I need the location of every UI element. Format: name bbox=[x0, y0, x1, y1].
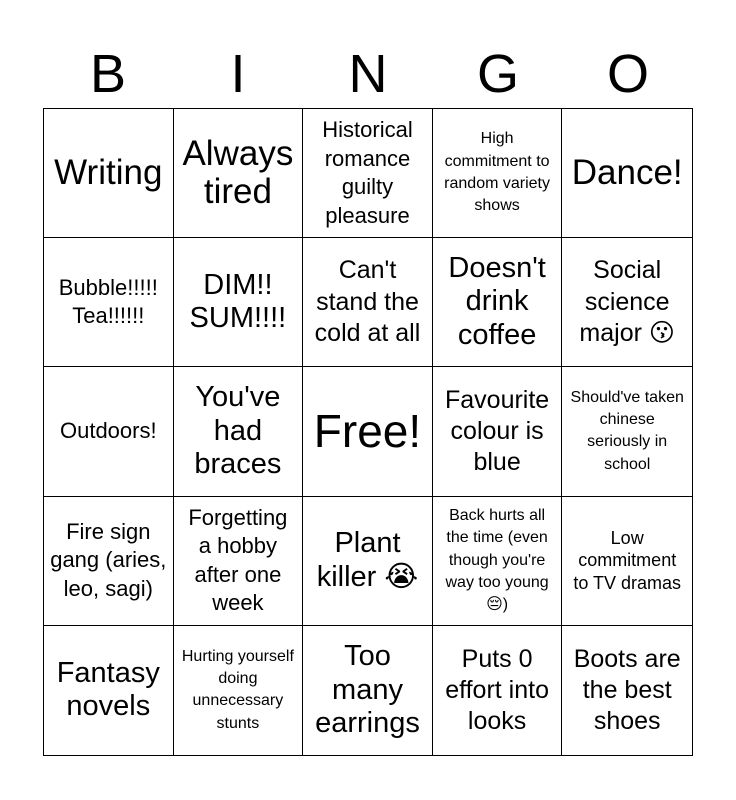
bingo-cell-r3c1[interactable]: Outdoors! bbox=[44, 367, 174, 496]
bingo-cell-r1c2[interactable]: Always tired bbox=[174, 109, 304, 238]
bingo-cell-r1c3[interactable]: Historical romance guilty pleasure bbox=[303, 109, 433, 238]
bingo-cell-r2c4[interactable]: Doesn't drink coffee bbox=[433, 238, 563, 367]
bingo-cell-free[interactable]: Free! bbox=[303, 367, 433, 496]
header-letter-o: O bbox=[606, 44, 649, 104]
header-letter-g: G bbox=[476, 44, 519, 104]
bingo-cell-r3c2[interactable]: You've had braces bbox=[174, 367, 304, 496]
bingo-cell-r2c3[interactable]: Can't stand the cold at all bbox=[303, 238, 433, 367]
bingo-cell-r4c3[interactable]: Plant killer 😭 bbox=[303, 497, 433, 626]
header-letter-i: I bbox=[230, 44, 246, 104]
header-letter-n: N bbox=[348, 44, 388, 104]
bingo-cell-r4c5[interactable]: Low commitment to TV dramas bbox=[562, 497, 692, 626]
bingo-cell-r2c2[interactable]: DIM!! SUM!!!! bbox=[174, 238, 304, 367]
bingo-cell-r5c1[interactable]: Fantasy novels bbox=[44, 626, 174, 755]
bingo-cell-r5c5[interactable]: Boots are the best shoes bbox=[573, 644, 681, 736]
bingo-cell-r3c4[interactable]: Favourite colour is blue bbox=[433, 367, 563, 496]
bingo-cell-r3c5[interactable]: Should've taken chinese seriously in school bbox=[562, 367, 692, 496]
bingo-cell-r4c4[interactable]: Back hurts all the time (even though you're way too young 😔) bbox=[433, 497, 563, 626]
bingo-grid bbox=[43, 108, 693, 756]
bingo-cell-r5c2[interactable]: Hurting yourself doing unnecessary stunts bbox=[174, 626, 304, 755]
bingo-cell-r4c1[interactable]: Fire sign gang (aries, leo, sagi) bbox=[44, 497, 174, 626]
bingo-cell-r4c2[interactable]: Forgetting a hobby after one week bbox=[174, 497, 304, 626]
bingo-cell-r1c1[interactable]: Writing bbox=[44, 109, 174, 238]
header-letter-b: B bbox=[89, 44, 127, 104]
bingo-cell-r1c4[interactable]: High commitment to random variety shows bbox=[433, 109, 563, 238]
bingo-cell-r5c3[interactable]: Too many earrings bbox=[303, 626, 433, 755]
bingo-cell-r5c4[interactable]: Puts 0 effort into looks bbox=[433, 626, 563, 755]
bingo-cell-r2c1[interactable]: Bubble!!!!! Tea!!!!!! bbox=[44, 238, 174, 367]
bingo-header bbox=[43, 40, 693, 108]
bingo-cell-r1c5[interactable]: Dance! bbox=[562, 109, 692, 238]
bingo-cell-r2c5[interactable]: Social science major 😗 bbox=[562, 238, 692, 367]
